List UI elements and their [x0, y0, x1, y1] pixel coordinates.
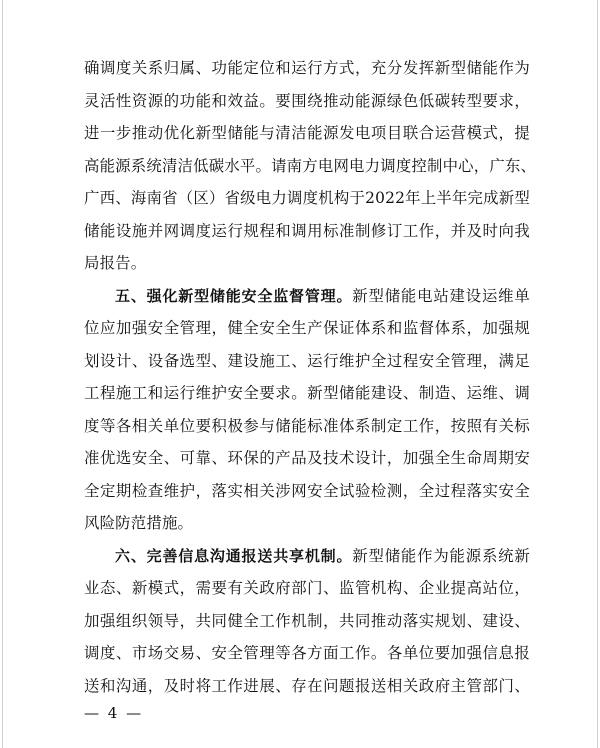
text-line: 风险防范措施。	[84, 514, 194, 532]
text-line: 划设计、设备选型、建设施工、运行维护全过程安全管理，满足	[84, 351, 530, 370]
text-line: 调度、市场交易、安全管理等各方面工作。各单位要加强信息报	[84, 644, 530, 662]
section-6-heading: 六、完善信息沟通报送共享机制。	[115, 546, 353, 565]
text-line: 度等各相关单位要积极参与储能标准体系制定工作，按照有关标	[84, 416, 530, 435]
page-number: — 4 —	[84, 704, 144, 722]
page-edge-left	[2, 0, 3, 748]
section-5-first-line-text: 新型储能电站建设运维单	[352, 286, 530, 305]
section-6-first-line-text: 新型储能作为能源系统新	[352, 546, 530, 565]
text-line: 位应加强安全管理，健全安全生产保证体系和监督体系，加强规	[84, 319, 530, 337]
text-line: 储能设施并网调度运行规程和调用标准制修订工作，并及时向我	[84, 221, 530, 240]
text-line: 局报告。	[84, 254, 147, 272]
text-line: 确调度关系归属、功能定位和运行方式，充分发挥新型储能作为	[84, 59, 530, 77]
text-line: 全定期检查维护，落实相关涉网安全试验检测，全过程落实安全	[84, 481, 530, 500]
section-6-first-line	[84, 540, 530, 573]
text-line: 广西、海南省（区）省级电力调度机构于2022年上半年完成新型	[84, 189, 530, 207]
text-line: 工程施工和运行维护安全要求。新型储能建设、制造、运维、调	[84, 384, 530, 402]
text-line: 送和沟通，及时将工作进展、存在问题报送相关政府主管部门、	[84, 676, 530, 695]
text-line: 加强组织领导，共同健全工作机制，共同推动落实规划、建设、	[84, 611, 530, 630]
text-line: 灵活性资源的功能和效益。要围绕推动能源绿色低碳转型要求，	[84, 91, 530, 110]
page-edge-right	[597, 0, 598, 748]
text-line: 高能源系统清洁低碳水平。请南方电网电力调度控制中心，广东、	[84, 156, 537, 175]
section-5-first-line	[84, 280, 530, 313]
document-body	[84, 52, 537, 702]
text-line: 业态、新模式，需要有关政府部门、监管机构、企业提高站位，	[84, 579, 530, 597]
section-5-heading: 五、强化新型储能安全监督管理。	[115, 286, 353, 305]
text-line: 进一步推动优化新型储能与清洁能源发电项目联合运营模式，提	[84, 124, 530, 142]
text-line: 准优选安全、可靠、环保的产品及技术设计，加强全生命周期安	[84, 449, 530, 467]
